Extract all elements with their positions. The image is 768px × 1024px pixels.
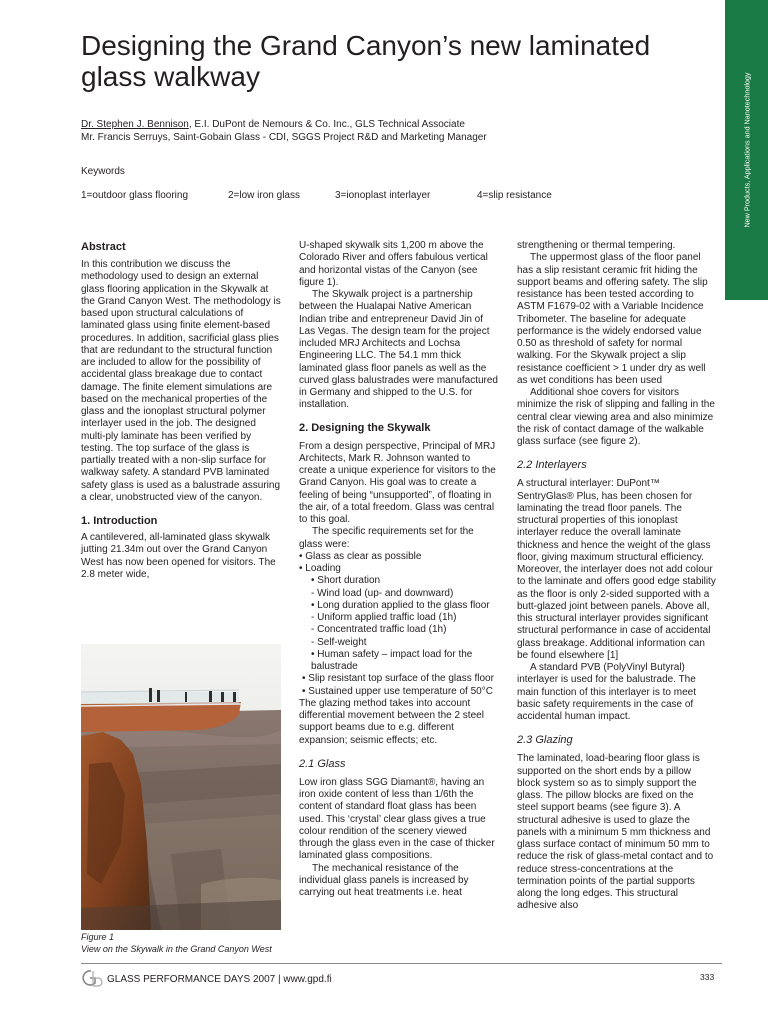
- figure-caption-text: View on the Skywalk in the Grand Canyon West: [81, 943, 272, 954]
- paragraph: Low iron glass SGG Diamant®, having an iron oxide content of less than 1/6th the content of standard float glass has been used. This ‘crystal’ clear glass gives a true colour rendition of the scenery viewed through the glass even in the case of thicker laminated glass compositions.: [299, 776, 495, 862]
- paragraph: From a design perspective, Principal of MRJ Architects, Mark R. Johnson wanted to create a unique experience for visitors to the Grand Canyon. His goal was to create a feeling of being “unsupported”, of floating in the air, of a total freedom. Glass was central to this goal.: [299, 440, 496, 525]
- list-item: • Sustained upper use temperature of 50°C: [302, 685, 493, 697]
- paragraph: The mechanical resistance of the individual glass panels is increased by carrying out heat treatments i.e. heat: [299, 862, 469, 898]
- section-2-3-heading: 2.3 Glazing: [517, 734, 573, 747]
- paragraph: The laminated, load-bearing floor glass is supported on the short ends by a pillow block system so as to simply support the glass. The pillow blocks are fixed on the steel support beams (see figure 3). A structural adhesive is used to glaze the panels with a minimum 5 mm thickness and glass surface contact of minimum 50 mm to reduce the risk of glass-metal contact and to reduce stress-concentrations at the termination points of the partial supports along the long edges. This structural adhesive also: [517, 753, 714, 912]
- list-item: • Human safety – impact load for the balustrade: [311, 648, 473, 672]
- list-item: • Short duration: [311, 575, 381, 587]
- section-tab-label: New Products, Applications and Nanotechnology: [742, 72, 751, 228]
- list-item: - Uniform applied traffic load (1h): [311, 612, 457, 623]
- list-item: • Glass as clear as possible: [299, 550, 422, 562]
- article-title: Designing the Grand Canyon’s new laminated glass walkway: [81, 30, 651, 92]
- list-item: - Concentrated traffic load (1h): [311, 624, 447, 636]
- paragraph: The Skywalk project is a partnership between the Hualapai Native American Indian tribe and entrepreneur David Jin of Las Vegas. The design team for the project included MRJ Architects and Lochsa Engineering LLC. The 54.1 mm thick laminated glass floor panels as well as the curved glass balustrades were manufactured in Germany and shipped to the U.S. for installation.: [299, 289, 498, 411]
- footer-text: GLASS PERFORMANCE DAYS 2007 | www.gpd.fi: [107, 974, 332, 986]
- paragraph: A standard PVB (PolyVinyl Butyral) interlayer is used for the balustrade. The main function of this interlayer is to meet basic safety requirements in the case of accidental human impact.: [517, 662, 696, 722]
- abstract-text: In this contribution we discuss the methodology used to design an external glass flooring application in the Skywalk at the Grand Canyon West. The methodology is based upon structural calculations of laminated glass using finite element-based procedures. In addition, sacrificial glass plies that are redundant to the structural function are included to allow for the possibility of accidental glass breakage due to contact damage. The finite element simulations are based on the mechanical properties of the glass and the ionoplast structural polymer interlayer used in the job. The designed multi-ply laminate has been verified by testing. The top surface of the glass is partially treated with a non-slip surface for walkway safety. A standard PVB laminated safety glass is used as a balustrade assuring a clear, unobstructed view of the canyon.: [81, 259, 281, 503]
- figure-caption: [81, 932, 272, 955]
- column-1: [81, 240, 281, 581]
- author-2: Mr. Francis Serruys, Saint-Gobain Glass - CDI, SGGS Project R&D and Marketing Manager: [81, 132, 487, 143]
- figure-label: Figure 1: [81, 932, 115, 942]
- abstract-heading: Abstract: [81, 241, 126, 253]
- paragraph: strengthening or thermal tempering.: [517, 240, 676, 251]
- section-tab: [725, 0, 768, 300]
- section-2-heading: 2. Designing the Skywalk: [299, 421, 431, 434]
- column-2: [299, 240, 498, 899]
- page-number: 333: [700, 972, 715, 982]
- introduction-heading: 1. Introduction: [81, 515, 158, 527]
- author-1-affiliation: , E.I. DuPont de Nemours & Co. Inc., GLS Technical Associate: [188, 119, 465, 130]
- keyword-item: 3=ionoplast interlayer: [335, 190, 431, 201]
- list-item: - Wind load (up- and downward): [311, 587, 454, 599]
- author-1-name[interactable]: Dr. Stephen J. Bennison: [81, 119, 189, 130]
- keyword-item: 2=low iron glass: [228, 190, 300, 201]
- requirements-list: [299, 551, 498, 698]
- list-item: • Loading: [299, 563, 341, 574]
- paragraph: The specific requirements set for the glass were:: [299, 526, 474, 550]
- introduction-text: A cantilevered, all-laminated glass skywalk jutting 21.34m out over the Grand Canyon West has now been opened for visitors. The 2.8 meter wide,: [81, 532, 276, 580]
- paragraph: Additional shoe covers for visitors minimize the risk of slipping and falling in the central clear viewing area and also minimize the risk of contact damage of the walkable glass surface (see figure 2).: [517, 387, 715, 447]
- column-3: [517, 240, 716, 913]
- paragraph: A structural interlayer: DuPont™ SentryGlas® Plus, has been chosen for laminating the tread floor panels. The structural properties of this ionoplast interlayer reduce the overall laminate thickness and hence the weight of the glass floor, giving maximum structural efficiency. Moreover, the interlayer does not add colour to the laminate and offers good edge stability as the floor is only 2-sided supported with a butt-glazed joint between panels. Above all, this structural interlayer provides significant structural performance in case of accidental glass breakage. Additional information can be found elsewhere [1]: [517, 478, 716, 661]
- list-item: - Self-weight: [311, 636, 367, 648]
- section-2-1-heading: 2.1 Glass: [299, 757, 346, 770]
- paragraph: The glazing method takes into account differential movement between the 2 steel support beams due to e.g. different expansion; seismic effects; etc.: [299, 697, 484, 746]
- paragraph: U-shaped skywalk sits 1,200 m above the Colorado River and offers fabulous vertical and horizontal vistas of the Canyon (see figure 1).: [299, 240, 488, 288]
- keyword-item: 1=outdoor glass flooring: [81, 190, 189, 201]
- list-item: • Long duration applied to the glass floor: [311, 599, 490, 611]
- footer-divider: [81, 963, 722, 964]
- section-2-2-heading: 2.2 Interlayers: [517, 459, 587, 472]
- list-item: • Slip resistant top surface of the glass floor: [302, 673, 494, 685]
- author-1: [81, 118, 487, 131]
- authors-block: [81, 118, 487, 144]
- keywords-label: Keywords: [81, 166, 125, 177]
- skywalk-photo: [81, 644, 281, 930]
- keyword-item: 4=slip resistance: [477, 190, 552, 201]
- footer: [81, 968, 332, 991]
- gpd-logo-icon: [81, 968, 103, 991]
- paragraph: The uppermost glass of the floor panel has a slip resistant ceramic frit hiding the support beams and offering safety. The slip resistance has been tested according to ASTM F1679-02 with a Variable Incidence Tribometer. The baseline for adequate performance is the widely endorsed value 0.50 as threshold of safety for normal walking. For the Skywalk project a slip resistance coefficient > 1 under dry as well as wet conditions has been used: [517, 252, 708, 386]
